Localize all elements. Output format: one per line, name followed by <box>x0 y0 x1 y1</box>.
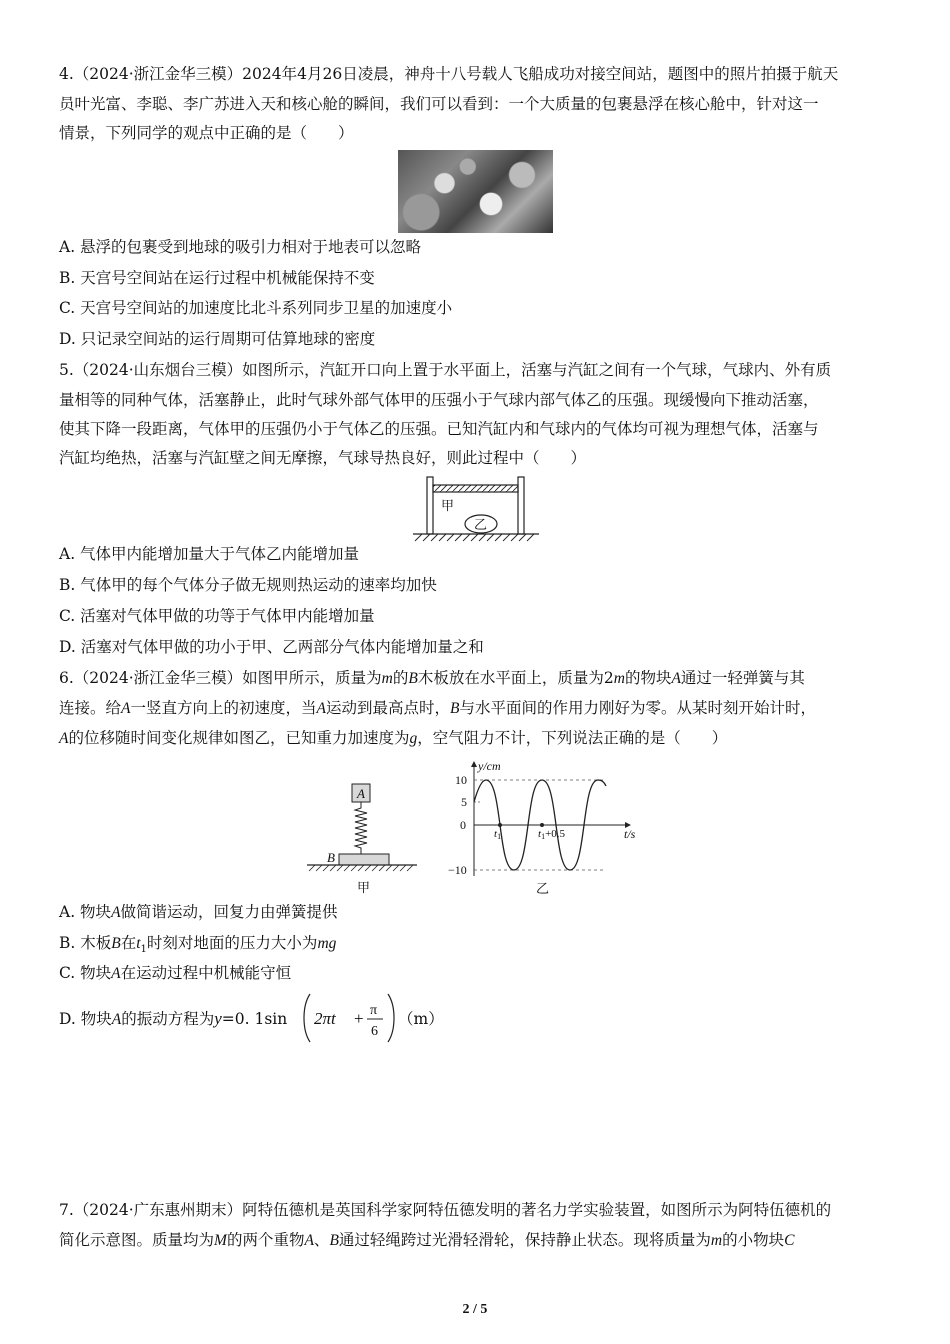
formula-num: π <box>370 1003 378 1018</box>
q4-option-c: C. 天宫号空间站的加速度比北斗系列同步卫星的加速度小 <box>59 299 453 317</box>
t1-label: t1 <box>494 828 502 841</box>
x-axis-label: t/s <box>624 827 636 841</box>
q5-stem-line3: 使其下降一段距离，气体甲的压强仍小于气体乙的压强。已知汽缸内和气球内的气体均可视为理想气体，活塞与 <box>59 420 819 438</box>
formula-plus: + <box>354 1009 364 1028</box>
q4-stem-line3: 情景，下列同学的观点中正确的是（ ） <box>59 124 354 142</box>
q4-stem-line2: 员叶光富、李聪、李广苏进入天和核心舱的瞬间，我们可以看到：一个大质量的包裹悬浮在核心舱中，针对这一 <box>59 95 819 113</box>
fig-jia-caption: 甲 <box>357 880 371 895</box>
formula-den: 6 <box>371 1024 378 1039</box>
q7-stem-line1: 7.（2024·广东惠州期末）阿特伍德机是英国科学家阿特伍德发明的著名力学实验装置，如图所示为阿特伍德机的 <box>59 1201 832 1219</box>
piston <box>433 485 518 492</box>
gas-jia-label: 甲 <box>441 498 455 513</box>
q5-stem-line4: 汽缸均绝热，活塞与汽缸壁之间无摩擦，气球导热良好，则此过程中（ ） <box>59 449 587 467</box>
y-axis-label: y/cm <box>478 759 501 773</box>
t2-label: t1+0.5 <box>538 828 566 841</box>
t1-point <box>498 823 502 827</box>
q5-option-c: C. 活塞对气体甲做的功等于气体甲内能增加量 <box>59 607 375 625</box>
cylinder-diagram <box>405 473 545 545</box>
q6-option-d-formula <box>302 992 402 1044</box>
q4-option-d: D. 只记录空间站的运行周期可估算地球的密度 <box>59 330 376 348</box>
t2-point <box>540 823 544 827</box>
q6-option-a: A. 物块A做简谐运动，回复力由弹簧提供 <box>59 903 338 921</box>
q4-option-a: A. 悬浮的包裹受到地球的吸引力相对于地表可以忽略 <box>59 238 422 256</box>
tick-neg10: −10 <box>448 863 467 877</box>
q6-option-b: B. 木板B在$t_1$时刻对地面的压力大小为mg <box>59 934 337 956</box>
spring-block-diagram <box>305 780 420 896</box>
formula-inner: 2πt <box>314 1009 336 1028</box>
block-a-label: A <box>357 786 365 801</box>
displacement-graph <box>438 758 648 898</box>
space-station-photo <box>398 150 553 233</box>
q6-option-d-unit: （m） <box>398 1010 444 1028</box>
page-number: 2 / 5 <box>462 1302 488 1317</box>
cylinder-left-wall <box>427 477 433 534</box>
q4-option-b: B. 天宫号空间站在运行过程中机械能保持不变 <box>59 269 375 287</box>
tick-5: 5 <box>461 795 467 809</box>
q5-option-b: B. 气体甲的每个气体分子做无规则热运动的速率均加快 <box>59 576 437 594</box>
q6-stem-line1: 6.（2024·浙江金华三模）如图甲所示，质量为m的B木板放在水平面上，质量为2m的物块A通过一轻弹簧与其 <box>59 669 805 687</box>
ground-hatch <box>415 534 534 541</box>
q5-option-a: A. 气体甲内能增加量大于气体乙内能增加量 <box>59 545 360 563</box>
left-paren <box>304 994 310 1042</box>
q7-stem-line2: 简化示意图。质量均为M的两个重物A、B通过轻绳跨过光滑轻滑轮，保持静止状态。现将质量为m的小物块C <box>59 1231 795 1249</box>
q6-option-c: C. 物块A在运动过程中机械能守恒 <box>59 964 292 982</box>
right-paren <box>388 994 394 1042</box>
cylinder-right-wall <box>518 477 524 534</box>
tick-0: 0 <box>460 818 466 832</box>
q4-stem-line1: 4.（2024·浙江金华三模）2024年4月26日凌晨，神舟十八号载人飞船成功对接空间站，题图中的照片拍摄于航天 <box>59 65 839 83</box>
spring <box>355 802 367 854</box>
q6-option-d: D. 物块A的振动方程为y=0. 1sin <box>59 1009 288 1028</box>
q6-stem-line2: 连接。给A一竖直方向上的初速度，当A运动到最高点时，B与水平面间的作用力刚好为零。从某时刻开始计时， <box>59 699 816 717</box>
board-b-label: B <box>327 850 335 865</box>
board-b <box>339 854 389 865</box>
q5-option-d: D. 活塞对气体甲做的功小于甲、乙两部分气体内能增加量之和 <box>59 638 484 656</box>
fig-yi-caption: 乙 <box>536 881 550 896</box>
q5-stem-line1: 5.（2024·山东烟台三模）如图所示，汽缸开口向上置于水平面上，活塞与汽缸之间有一个气球，气球内、外有质 <box>59 361 832 379</box>
q6-stem-line3: A的位移随时间变化规律如图乙，已知重力加速度为g，空气阻力不计，下列说法正确的是（ ） <box>59 729 728 747</box>
table-hatch <box>309 865 413 871</box>
tick-10: 10 <box>455 773 467 787</box>
gas-yi-label: 乙 <box>474 517 488 532</box>
q5-stem-line2: 量相等的同种气体，活塞静止，此时气球外部气体甲的压强小于气球内部气体乙的压强。现缓慢向下推动活塞， <box>59 391 819 409</box>
